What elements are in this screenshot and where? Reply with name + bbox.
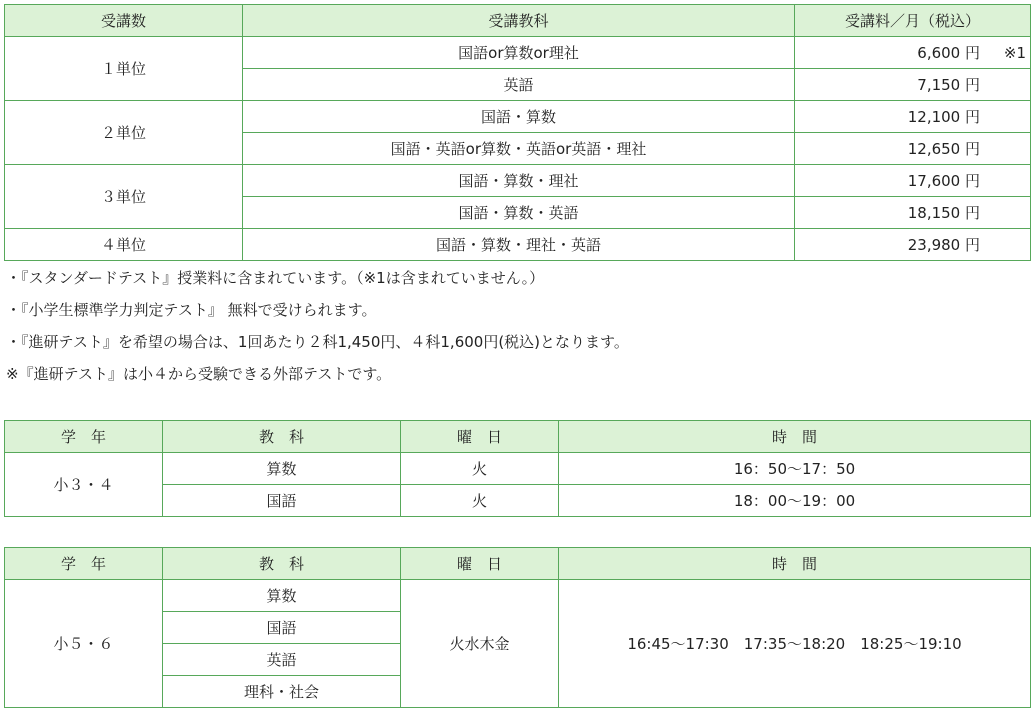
header-subject: 教 科 (163, 421, 401, 453)
price-cell (795, 101, 1031, 133)
subject-cell: 国語 (163, 485, 401, 517)
table-row (5, 165, 1031, 197)
units-cell: ２単位 (5, 101, 243, 165)
price-cell (795, 37, 1031, 69)
time-cell: 18：00〜19：00 (559, 485, 1031, 517)
units-cell: ４単位 (5, 229, 243, 261)
table-row (5, 580, 1031, 612)
price-cell (795, 133, 1031, 165)
subject-cell: 英語 (163, 644, 401, 676)
price-cell (795, 165, 1031, 197)
subjects-cell: 国語or算数or理社 (243, 37, 795, 69)
time-cell: 16:45〜17:30 17:35〜18:20 18:25〜19:10 (559, 580, 1031, 708)
subjects-cell: 国語・算数・理社 (243, 165, 795, 197)
subjects-cell: 英語 (243, 69, 795, 101)
day-cell: 火水木金 (401, 580, 559, 708)
table-row (5, 453, 1031, 485)
table-row (5, 229, 1031, 261)
subject-cell: 算数 (163, 580, 401, 612)
header-grade: 学 年 (5, 421, 163, 453)
price-value: 12,650 円 (907, 140, 980, 158)
header-day: 曜 日 (401, 421, 559, 453)
price-cell (795, 197, 1031, 229)
table-row (5, 37, 1031, 69)
subjects-cell: 国語・算数・英語 (243, 197, 795, 229)
header-price: 受講料／月（税込） (795, 5, 1031, 37)
subject-cell: 国語 (163, 612, 401, 644)
price-cell (795, 69, 1031, 101)
header-time: 時 間 (559, 421, 1031, 453)
header-subject: 教 科 (163, 548, 401, 580)
price-value: 17,600 円 (907, 172, 980, 190)
schedule-table-grade-3-4 (4, 420, 1031, 517)
note-line: ※『進研テスト』は小４から受験できる外部テストです。 (6, 365, 392, 383)
header-time: 時 間 (559, 548, 1031, 580)
grade-cell: 小５・６ (5, 580, 163, 708)
subjects-cell: 国語・算数 (243, 101, 795, 133)
day-cell: 火 (401, 453, 559, 485)
fee-table (4, 4, 1031, 261)
note-mark: ※1 (1003, 44, 1026, 62)
price-value: 6,600 円 (917, 44, 980, 62)
price-value: 18,150 円 (907, 204, 980, 222)
time-cell: 16：50〜17：50 (559, 453, 1031, 485)
header-grade: 学 年 (5, 548, 163, 580)
subjects-cell: 国語・算数・理社・英語 (243, 229, 795, 261)
note-line: ・『スタンダードテスト』授業料に含まれています。（※1は含まれていません。） (6, 269, 545, 287)
header-subjects: 受講教科 (243, 5, 795, 37)
fee-header-row (5, 5, 1031, 37)
notes (6, 262, 629, 390)
schedule-table-grade-5-6 (4, 547, 1031, 708)
units-cell: １単位 (5, 37, 243, 101)
subject-cell: 理科・社会 (163, 676, 401, 708)
grade-cell: 小３・４ (5, 453, 163, 517)
schedule-header-row (5, 548, 1031, 580)
note-line: ・『小学生標準学力判定テスト』 無料で受けられます。 (6, 301, 377, 319)
subject-cell: 算数 (163, 453, 401, 485)
units-cell: ３単位 (5, 165, 243, 229)
price-cell (795, 229, 1031, 261)
day-cell: 火 (401, 485, 559, 517)
header-day: 曜 日 (401, 548, 559, 580)
price-value: 23,980 円 (907, 236, 980, 254)
price-value: 7,150 円 (917, 76, 980, 94)
price-value: 12,100 円 (907, 108, 980, 126)
schedule-header-row (5, 421, 1031, 453)
subjects-cell: 国語・英語or算数・英語or英語・理社 (243, 133, 795, 165)
note-line: ・『進研テスト』を希望の場合は、1回あたり２科1,450円、４科1,600円(税込)となります。 (6, 333, 629, 351)
table-row (5, 101, 1031, 133)
header-units: 受講数 (5, 5, 243, 37)
